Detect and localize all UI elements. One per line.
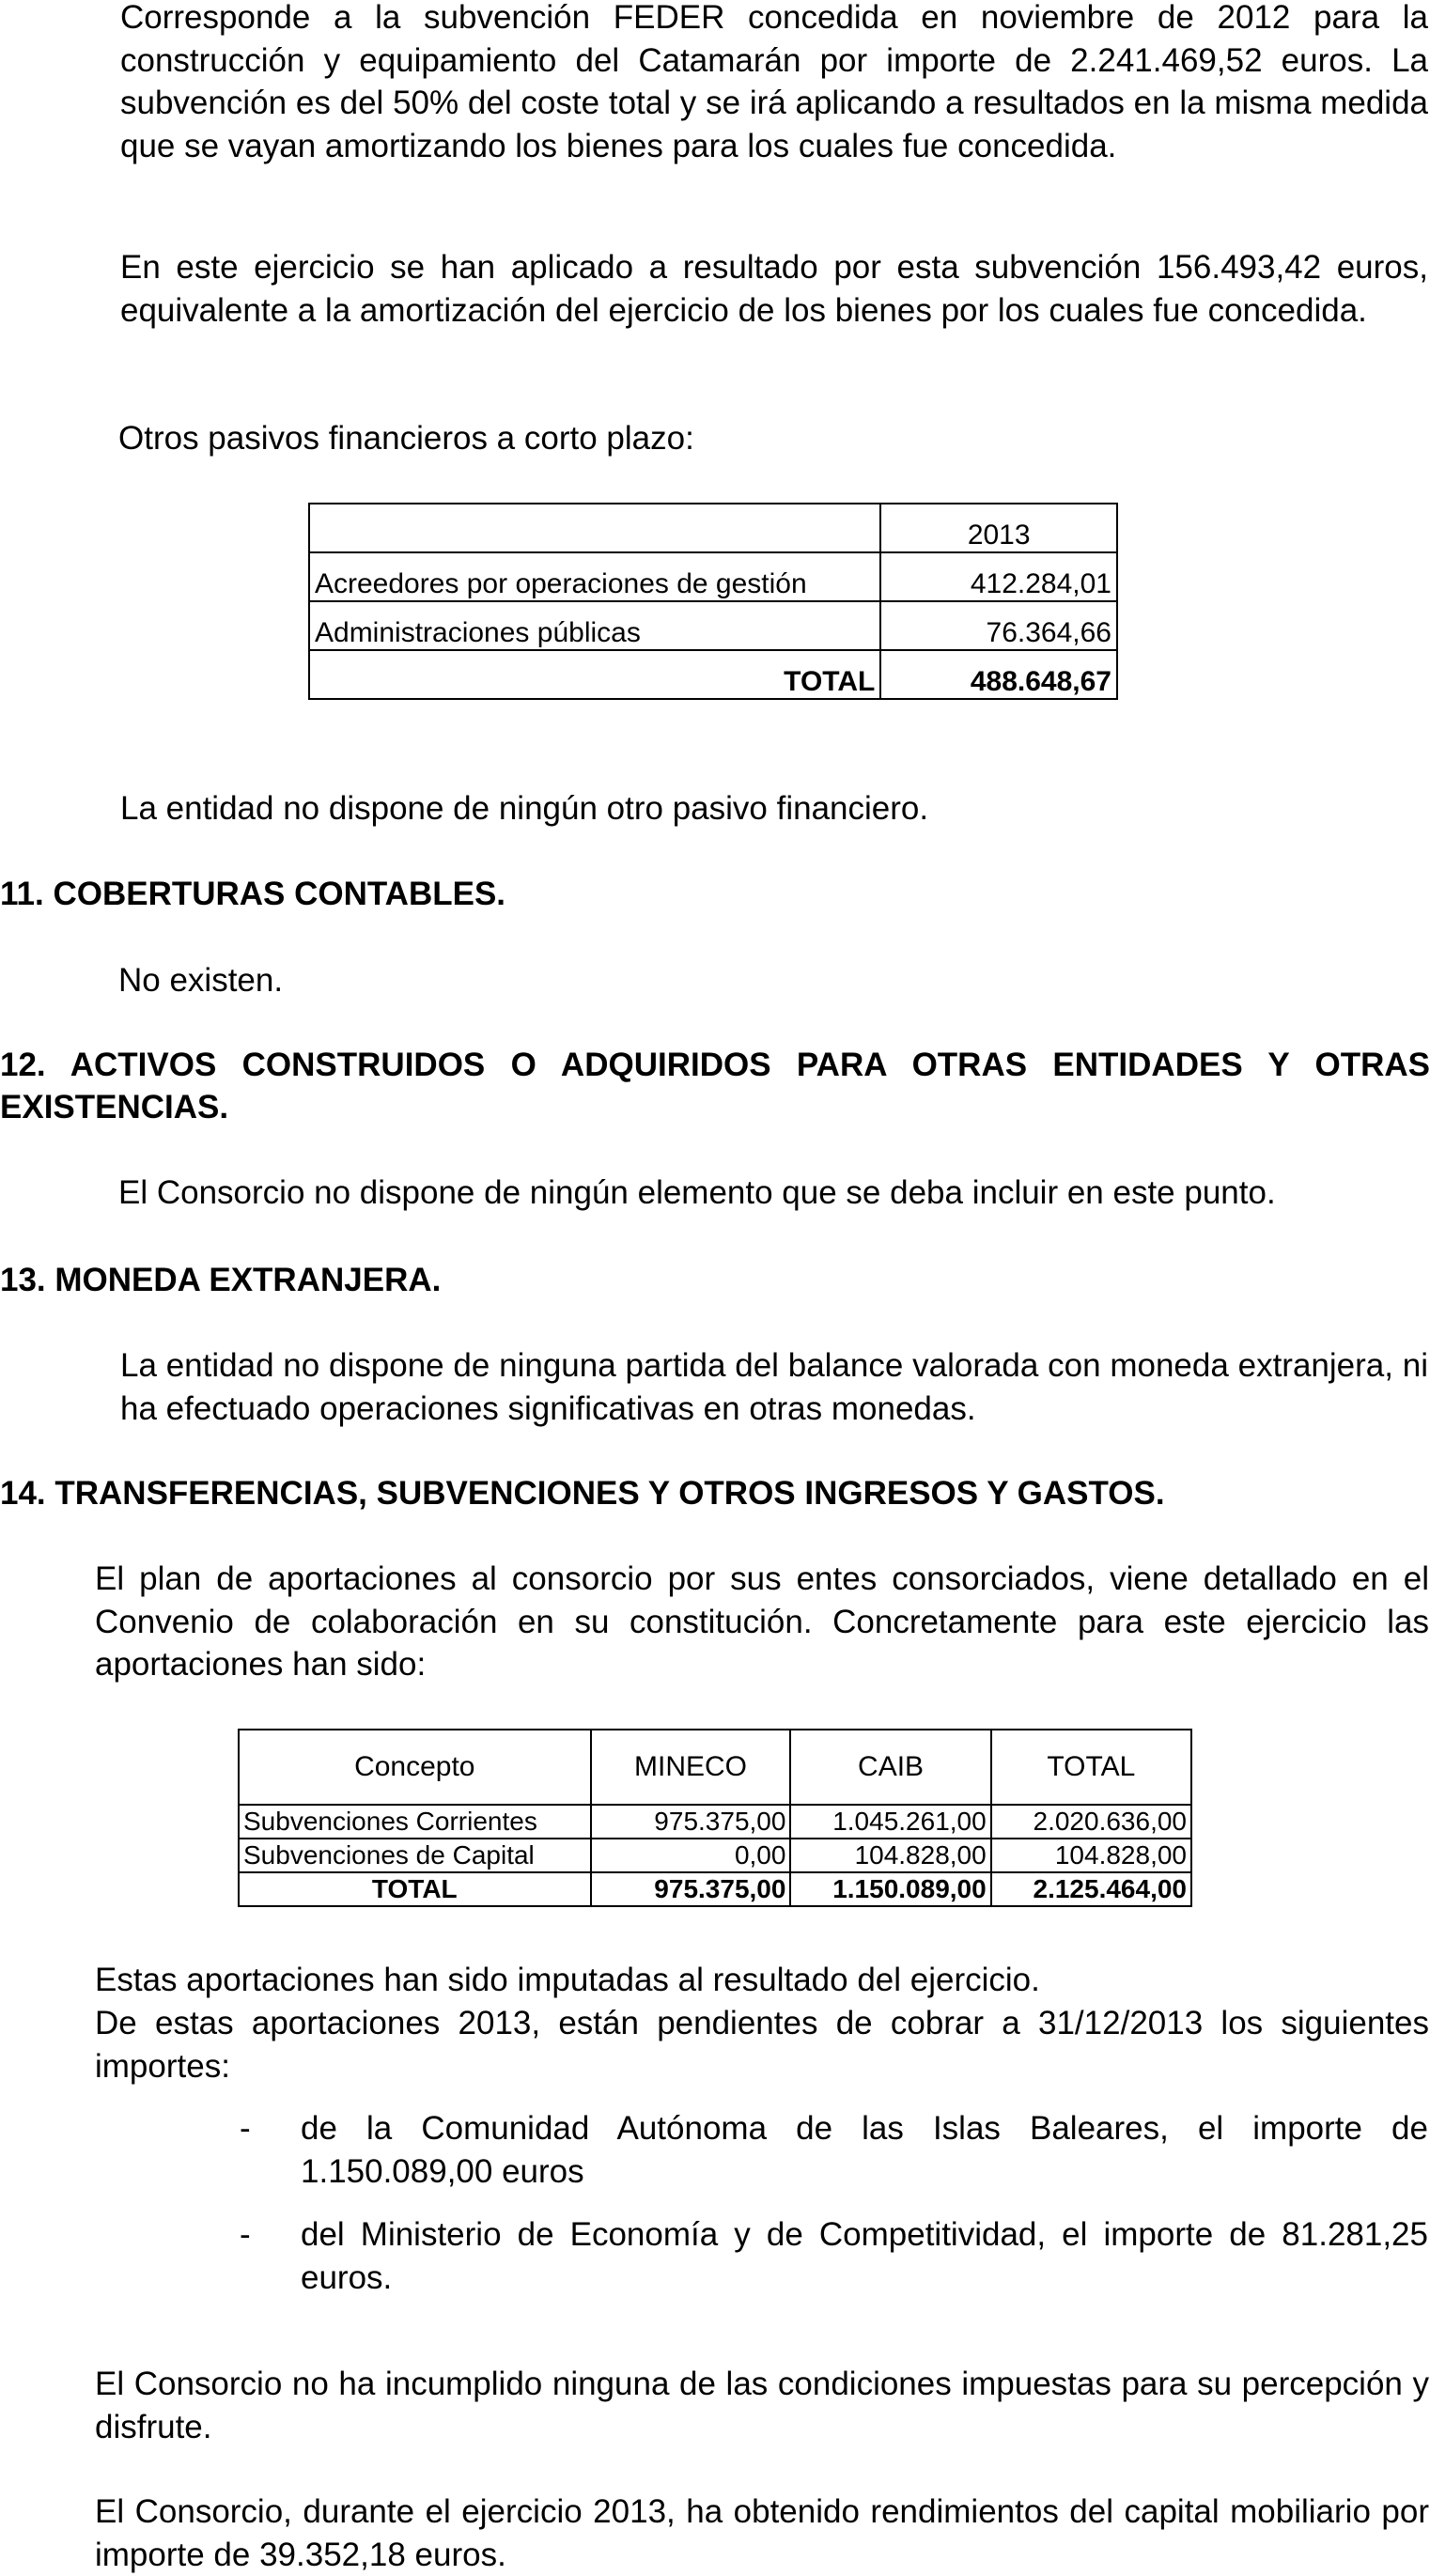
row-label: Subvenciones Corrientes — [239, 1805, 591, 1839]
table-cell: 975.375,00 — [591, 1805, 791, 1839]
table-row — [309, 601, 1117, 650]
column-header: MINECO — [591, 1730, 791, 1805]
paragraph-no-pasivo: La entidad no dispone de ningún otro pasivo financiero. — [120, 790, 929, 827]
total-label: TOTAL — [239, 1872, 591, 1906]
table-row-total — [239, 1872, 1191, 1906]
table-cell: 1.150.089,00 — [790, 1872, 990, 1906]
table-row — [239, 1839, 1191, 1872]
section-14-intro: El plan de aportaciones al consorcio por sus entes consorciados, viene detallado en el Convenio de colaboración en su constitución. Concretamente para este ejercicio las aportaciones han sido: — [95, 1560, 1429, 1683]
total-value: 488.648,67 — [880, 650, 1117, 699]
table-cell: 104.828,00 — [991, 1839, 1191, 1872]
table-row — [239, 1805, 1191, 1839]
column-header-year: 2013 — [880, 504, 1117, 552]
list-bullet: - — [240, 2216, 251, 2253]
table-aportaciones — [238, 1729, 1192, 1907]
total-label: TOTAL — [309, 650, 880, 699]
column-header: Concepto — [239, 1730, 591, 1805]
table-cell: 0,00 — [591, 1839, 791, 1872]
label-otros-pasivos: Otros pasivos financieros a corto plazo: — [118, 420, 694, 457]
paragraph-pendientes: De estas aportaciones 2013, están pendientes de cobrar a 31/12/2013 los siguientes importes: — [95, 2005, 1429, 2085]
row-label: Subvenciones de Capital — [239, 1839, 591, 1872]
paragraph-no-incumplido: El Consorcio no ha incumplido ninguna de las condiciones impuestas para su percepción y disfrute. — [95, 2366, 1429, 2445]
list-item: del Ministerio de Economía y de Competitividad, el importe de 81.281,25 euros. — [301, 2216, 1428, 2296]
table-cell: 1.045.261,00 — [790, 1805, 990, 1839]
section-12-text: El Consorcio no dispone de ningún elemento que se deba incluir en este punto. — [118, 1174, 1276, 1211]
row-label: Acreedores por operaciones de gestión — [309, 552, 880, 601]
list-item: de la Comunidad Autónoma de las Islas Baleares, el importe de 1.150.089,00 euros — [301, 2110, 1428, 2190]
section-14-title: 14. TRANSFERENCIAS, SUBVENCIONES Y OTROS INGRESOS Y GASTOS. — [0, 1475, 1165, 1512]
section-13-text: La entidad no dispone de ninguna partida del balance valorada con moneda extranjera, ni ha efectuado operaciones significativas en otras monedas. — [120, 1347, 1428, 1427]
column-header: TOTAL — [991, 1730, 1191, 1805]
table-cell: 2.125.464,00 — [991, 1872, 1191, 1906]
row-value: 76.364,66 — [880, 601, 1117, 650]
list-bullet: - — [240, 2110, 251, 2147]
paragraph-aplicado: En este ejercicio se han aplicado a resultado por esta subvención 156.493,42 euros, equivalente a la amortización del ejercicio de los bienes por los cuales fue concedida. — [120, 249, 1428, 329]
row-label: Administraciones públicas — [309, 601, 880, 650]
table-cell: 2.020.636,00 — [991, 1805, 1191, 1839]
paragraph-rendimientos: El Consorcio, durante el ejercicio 2013, ha obtenido rendimientos del capital mobiliario por importe de 39.352,18 euros. — [95, 2493, 1429, 2573]
table-cell — [309, 504, 880, 552]
section-12-title: 12. ACTIVOS CONSTRUIDOS O ADQUIRIDOS PARA OTRAS ENTIDADES Y OTRAS EXISTENCIAS. — [0, 1047, 1430, 1125]
row-value: 412.284,01 — [880, 552, 1117, 601]
table-row — [309, 504, 1117, 552]
table-cell: 104.828,00 — [790, 1839, 990, 1872]
paragraph-imputadas: Estas aportaciones han sido imputadas al resultado del ejercicio. — [95, 1962, 1040, 1998]
column-header: CAIB — [790, 1730, 990, 1805]
section-11-title: 11. COBERTURAS CONTABLES. — [0, 876, 506, 912]
table-cell: 975.375,00 — [591, 1872, 791, 1906]
paragraph-feder: Corresponde a la subvención FEDER concedida en noviembre de 2012 para la construcción y equipamiento del Catamarán por importe de 2.241.469,52 euros. La subvención es del 50% del coste total y se irá aplicando a resultados en la misma medida que se vayan amortizando los bienes para los cuales fue concedida. — [120, 0, 1428, 164]
table-row-total — [309, 650, 1117, 699]
table-otros-pasivos — [308, 503, 1118, 700]
table-row — [309, 552, 1117, 601]
section-11-text: No existen. — [118, 962, 284, 999]
table-header-row — [239, 1730, 1191, 1805]
section-13-title: 13. MONEDA EXTRANJERA. — [0, 1262, 442, 1298]
